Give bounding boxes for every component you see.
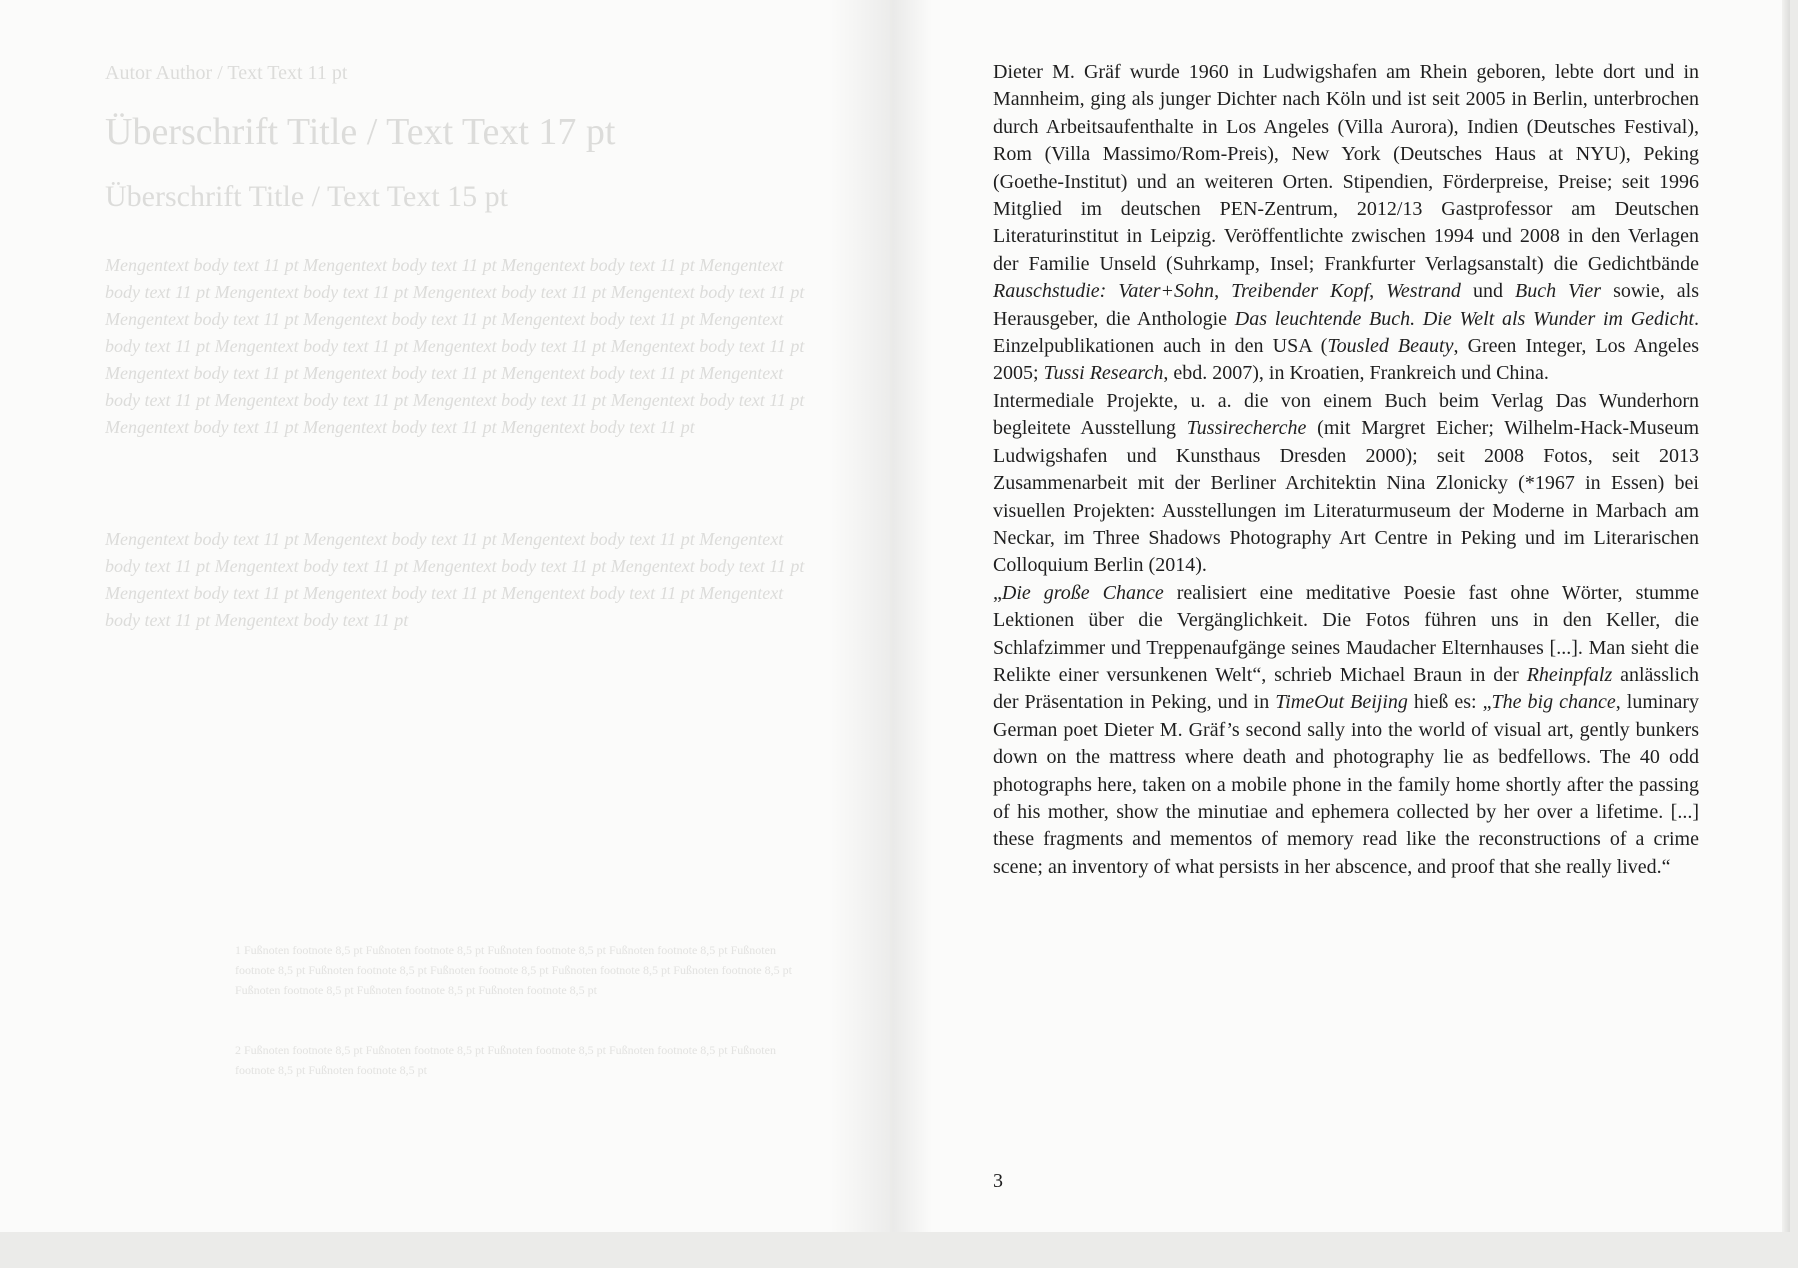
italic-run: The big chance [1491, 691, 1616, 714]
italic-run: Westrand [1386, 280, 1461, 303]
left-page [0, 0, 890, 1232]
page-number: 3 [993, 1170, 1003, 1192]
text-run: und [1460, 280, 1515, 303]
italic-run: Rauschstudie: Vater+Sohn [993, 280, 1215, 303]
text-run: , ebd. 2007), in Kroatien, Frankreich und China. [1163, 362, 1549, 385]
gutter-shadow [830, 0, 890, 1232]
ghost-paragraph: Mengentext body text 11 pt Mengentext body text 11 pt Mengentext body text 11 pt Mengentext body text 11 pt Mengentext body text 11 pt Mengentext body text 11 pt Mengentext body text 11 pt Mengentext body text 11 pt Mengentext body text 11 pt Mengentext body text 11 pt Mengentext body text 11 pt Mengentext body text 11 pt [105, 529, 805, 630]
text-run: Dieter M. Gräf wurde 1960 in Ludwigshafen am Rhein geboren, lebte dort und in Mannheim, ging als junger Dichter nach Köln und ist seit 2005 in Berlin, unterbrochen durch Arbeitsaufenthalte in Los Angeles (Villa Aurora), Indien (Deutsches Festival), Rom (Villa Massimo/Rom-Preis), New York (Deutsches Haus at NYU), Peking (Goethe-Institut) und an weiteren Orten. Stipendien, Förderpreise, Preise; seit 1996 Mitglied im deutschen PEN-Zentrum, 2012/13 Gastprofessor am Deutschen Literaturinstitut in Leipzig. Veröffentlichte zwischen 1994 und 2008 in den Verlagen der Familie Unseld (Suhrkamp, Insel; Frankfurter Verlagsanstalt) die Gedichtbände [993, 61, 1699, 275]
text-run: . Einzelpublikationen auch in den USA ( [993, 307, 1700, 358]
italic-run: Das leuchtende Buch. Die Welt als Wunder im Gedicht [1234, 307, 1695, 330]
italic-run: Die große Chance [1001, 581, 1164, 604]
paragraph-projects [993, 388, 1699, 580]
italic-run: Rheinpfalz [1526, 663, 1613, 686]
italic-run: Buch Vier [1514, 280, 1602, 303]
ghost-author-line: Autor Author / Text Text 11 pt [105, 62, 348, 84]
text-run: , Green Integer, Los Angeles 2005; [993, 335, 1699, 385]
text-run: , [1214, 280, 1232, 303]
italic-run: TimeOut Beijing [1275, 691, 1408, 714]
text-run: Intermediale Projekte, u. a. die von einem Buch beim Verlag Das Wunderhorn begleitete Ausstellung [993, 389, 1699, 440]
text-run: (mit Margret Eicher; Wilhelm-Hack-Museum Ludwigshafen und Kunsthaus Dresden 2000); seit 2008 Fotos, seit 2013 Zusammenarbeit mit der Berliner Architektin Nina Zlonicky (*1967 in Essen) bei visuellen Projekten: Ausstellungen im Literaturmuseum der Moderne in Marbach am Neckar, im Three Shadows Photography Art Centre in Peking und im Literarischen Colloquium Berlin (2014). [993, 417, 1699, 577]
text-run: anlässlich der Präsentation in Peking, und in [993, 663, 1699, 714]
italic-run: Treibender Kopf [1231, 280, 1370, 303]
text-run: hieß es: „ [1407, 691, 1492, 714]
gutter-shadow [892, 0, 932, 1232]
ghost-subtitle: Überschrift Title / Text Text 15 pt [105, 180, 509, 213]
ghost-paragraph: Mengentext body text 11 pt Mengentext body text 11 pt Mengentext body text 11 pt Mengentext body text 11 pt Mengentext body text 11 pt Mengentext body text 11 pt Mengentext body text 11 pt Mengentext body text 11 pt Mengentext body text 11 pt Mengentext body text 11 pt Mengentext body text 11 pt Mengentext body text 11 pt Mengentext body text 11 pt Mengentext body text 11 pt Mengentext body text 11 pt Mengentext body text 11 pt Mengentext body text 11 pt Mengentext body text 11 pt Mengentext body text 11 pt Mengentext body text 11 pt Mengentext body text 11 pt Mengentext body text 11 pt Mengentext body text 11 pt Mengentext body text 11 pt [105, 255, 805, 437]
italic-run: Tussi Research [1043, 362, 1164, 385]
text-run: sowie, als Herausgeber, die Anthologie [993, 280, 1699, 330]
ghost-title: Überschrift Title / Text Text 17 pt [105, 111, 616, 153]
biography-text [993, 59, 1699, 881]
text-run: realisiert eine meditative Poesie fast ohne Wörter, stumme Lektionen über die Vergänglichkeit. Die Fotos führen uns in den Keller, die Schlafzimmer und Treppenaufgänge seines Maudacher Elternhauses [...]. Man sieht die Relikte einer versunkenen Welt“, schrieb Michael Braun in der [993, 581, 1699, 686]
text-run: , [1369, 280, 1387, 303]
text-run: „ [993, 581, 1002, 604]
page-edge [1782, 0, 1790, 1232]
paragraph-biography [993, 59, 1699, 388]
italic-run: Tussirecherche [1186, 417, 1307, 440]
paragraph-quote [993, 580, 1699, 881]
ghost-footnote: 2 Fußnoten footnote 8,5 pt Fußnoten footnote 8,5 pt Fußnoten footnote 8,5 pt Fußnoten footnote 8,5 pt Fußnoten footnote 8,5 pt Fußnoten footnote 8,5 pt [235, 1043, 776, 1077]
ghost-footnote: 1 Fußnoten footnote 8,5 pt Fußnoten footnote 8,5 pt Fußnoten footnote 8,5 pt Fußnoten footnote 8,5 pt Fußnoten footnote 8,5 pt Fußnoten footnote 8,5 pt Fußnoten footnote 8,5 pt Fußnoten footnote 8,5 pt Fußnoten footnote 8,5 pt Fußnoten footnote 8,5 pt Fußnoten footnote 8,5 pt Fußnoten footnote 8,5 pt [235, 943, 792, 997]
text-run: , luminary German poet Dieter M. Gräf’s second sally into the world of visual art, gently bunkers down on the mattress where death and photography lie as bedfellows. The 40 odd photographs here, taken on a mobile phone in the family home shortly after the passing of his mother, show the minutiae and ephemera collected by her over a lifetime. [...] these fragments and mementos of memory read like the reconstructions of a crime scene; an inventory of what persists in her abscence, and proof that she really lived.“ [993, 691, 1699, 878]
italic-run: Tousled Beauty [1327, 335, 1454, 358]
